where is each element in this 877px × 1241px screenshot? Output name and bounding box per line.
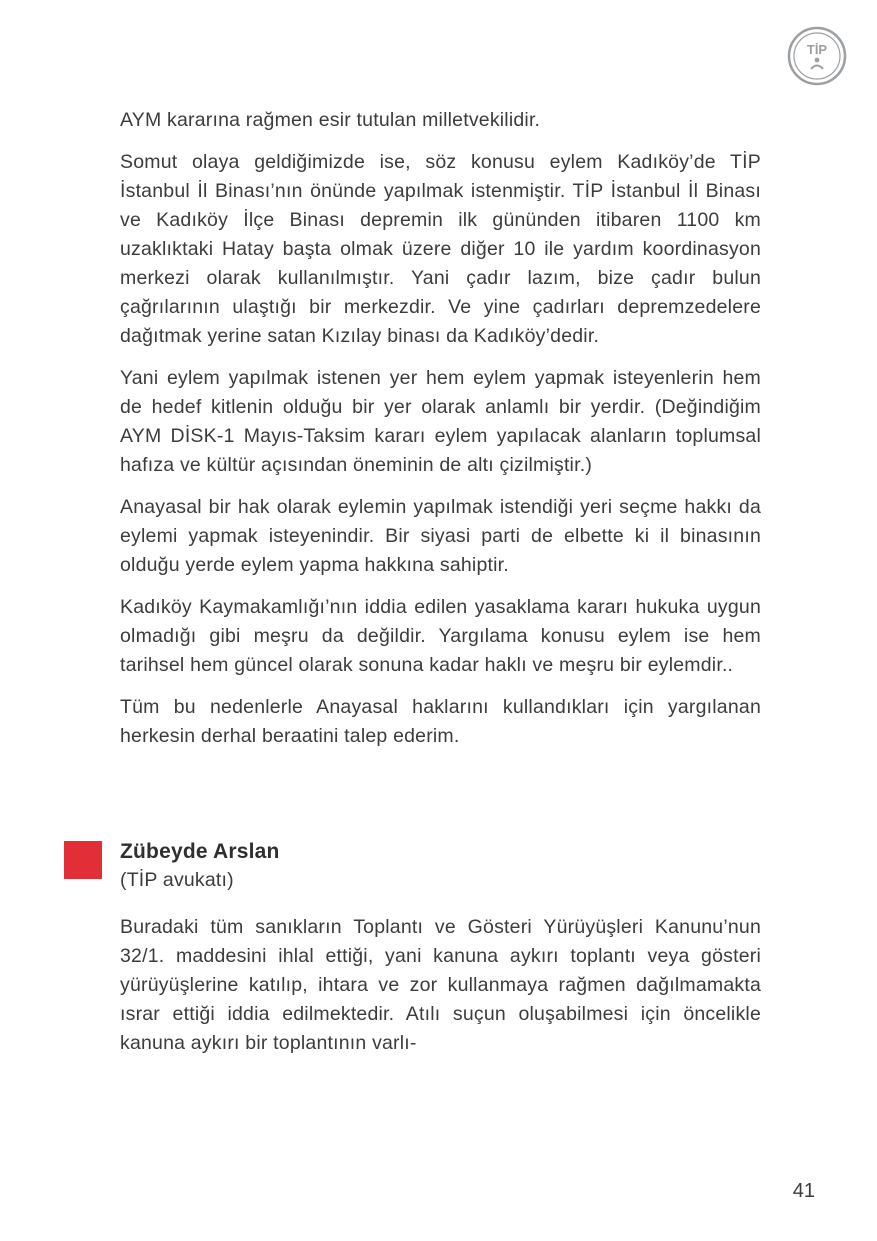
- speaker-identity: [120, 839, 280, 893]
- logo-person-body-icon: [811, 66, 823, 70]
- paragraph-5: Kadıköy Kaymakamlığı’nın iddia edilen yasaklama kararı hukuka uygun olmadığı gibi meşru da değildir. Yargılama konusu eylem ise hem tarihsel hem güncel olarak sonuna kadar haklı ve meşru bir eylemdir..: [120, 596, 761, 676]
- speaker-text: [120, 913, 761, 1058]
- paragraph-1: AYM kararına rağmen esir tutulan milletvekilidir.: [120, 109, 541, 131]
- speaker-name: Zübeyde Arslan: [120, 840, 280, 863]
- paragraph-6: Tüm bu nedenlerle Anayasal haklarını kullandıkları için yargılanan herkesin derhal beraatini talep ederim.: [120, 696, 761, 747]
- tip-logo: [787, 26, 847, 86]
- speaker-role: (TİP avukatı): [120, 869, 234, 891]
- tip-logo-text: TİP: [806, 42, 828, 57]
- speaker-heading: [64, 839, 761, 893]
- paragraph-7: Buradaki tüm sanıkların Toplantı ve Gösteri Yürüyüşleri Kanunu’nun 32/1. maddesini ihlal ettiği, yani kanuna aykırı toplantı veya gösteri yürüyüşlerine katılıp, ihtara ve zor kullanmaya rağmen dağılmamakta ısrar ettiği iddia edilmektedir. Atılı suçun oluşabilmesi için öncelikle kanuna aykırı bir toplantının varlı-: [120, 916, 761, 1054]
- page-number: 41: [792, 1180, 815, 1202]
- red-square-marker: [64, 841, 102, 879]
- logo-person-head-icon: [815, 58, 820, 63]
- page-content: [120, 106, 761, 1071]
- tip-logo-graphic: [787, 26, 847, 86]
- paragraph-3: Yani eylem yapılmak istenen yer hem eylem yapmak isteyenlerin hem de hedef kitlenin olduğu bir yer olarak anlamlı bir yerdir. (Değindiğim AYM DİSK-1 Mayıs-Taksim kararı eylem yapılacak alanların toplumsal hafıza ve kültür açısından öneminin de altı çizilmiştir.): [120, 367, 761, 476]
- speaker-section: [120, 839, 761, 1058]
- paragraph-2: Somut olaya geldiğimizde ise, söz konusu eylem Kadıköy’de TİP İstanbul İl Binası’nın önünde yapılmak istenmiştir. TİP İstanbul İl Binası ve Kadıköy İlçe Binası depremin ilk gününden itibaren 1100 km uzaklıktaki Hatay başta olmak üzere diğer 10 ile yardım koordinasyon merkezi olarak kullanılmıştır. Yani çadır lazım, bize çadır bulun çağrılarının ulaştığı bir merkezdir. Ve yine çadırları depremzedelere dağıtmak yerine satan Kızılay binası da Kadıköy’dedir.: [120, 151, 761, 347]
- paragraph-4: Anayasal bir hak olarak eylemin yapılmak istendiği yeri seçme hakkı da eylemi yapmak isteyenindir. Bir siyasi parti de elbette ki il binasının olduğu yerde eylem yapma hakkına sahiptir.: [120, 496, 761, 576]
